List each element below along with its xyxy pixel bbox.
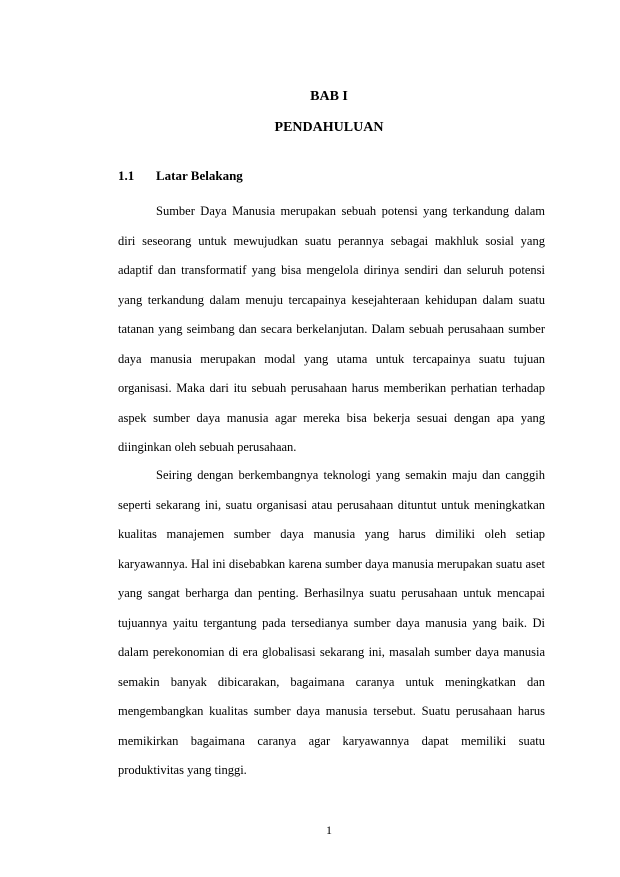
section-heading [118, 168, 243, 184]
chapter-title: PENDAHULUAN [274, 120, 384, 135]
body-paragraph: Sumber Daya Manusia merupakan sebuah potensi yang terkandung dalam diri seseorang untuk mewujudkan suatu perannya sebagai makhluk sosial yang adaptif dan transformatif yang bisa mengelola dirinya sendiri dan seluruh potensi yang terkandung dalam menuju tercapainya kesejahteraan kehidupan dalam suatu tatanan yang seimbang dan secara berkelanjutan. Dalam sebuah perusahaan sumber daya manusia merupakan modal yang utama untuk tercapainya suatu tujuan organisasi. Maka dari itu sebuah perusahaan harus memberikan perhatian terhadap aspek sumber daya manusia agar mereka bisa bekerja sesuai dengan apa yang diinginkan oleh sebuah perusahaan. [118, 204, 545, 454]
body-paragraph: Seiring dengan berkembangnya teknologi yang semakin maju dan canggih seperti sekarang ini, suatu organisasi atau perusahaan dituntut untuk meningkatkan kualitas manajemen sumber daya manusia yang harus dimiliki oleh setiap karyawannya. Hal ini disebabkan karena sumber daya manusia merupakan suatu aset yang sangat berharga dan penting. Berhasilnya suatu perusahaan untuk mencapai tujuannya yaitu tergantung pada tersedianya sumber daya manusia yang baik. Di dalam perekonomian di era globalisasi sekarang ini, masalah sumber daya manusia semakin banyak dibicarakan, bagaimana caranya untuk meningkatkan dan mengembangkan kualitas sumber daya manusia tersebut. Suatu perusahaan harus memikirkan bagaimana caranya agar karyawannya dapat memiliki suatu produktivitas yang tinggi. [118, 468, 545, 777]
chapter-number: BAB I [310, 89, 348, 104]
page-number: 1 [326, 823, 332, 837]
section-title: Latar Belakang [156, 168, 243, 183]
section-number: 1.1 [118, 168, 135, 183]
